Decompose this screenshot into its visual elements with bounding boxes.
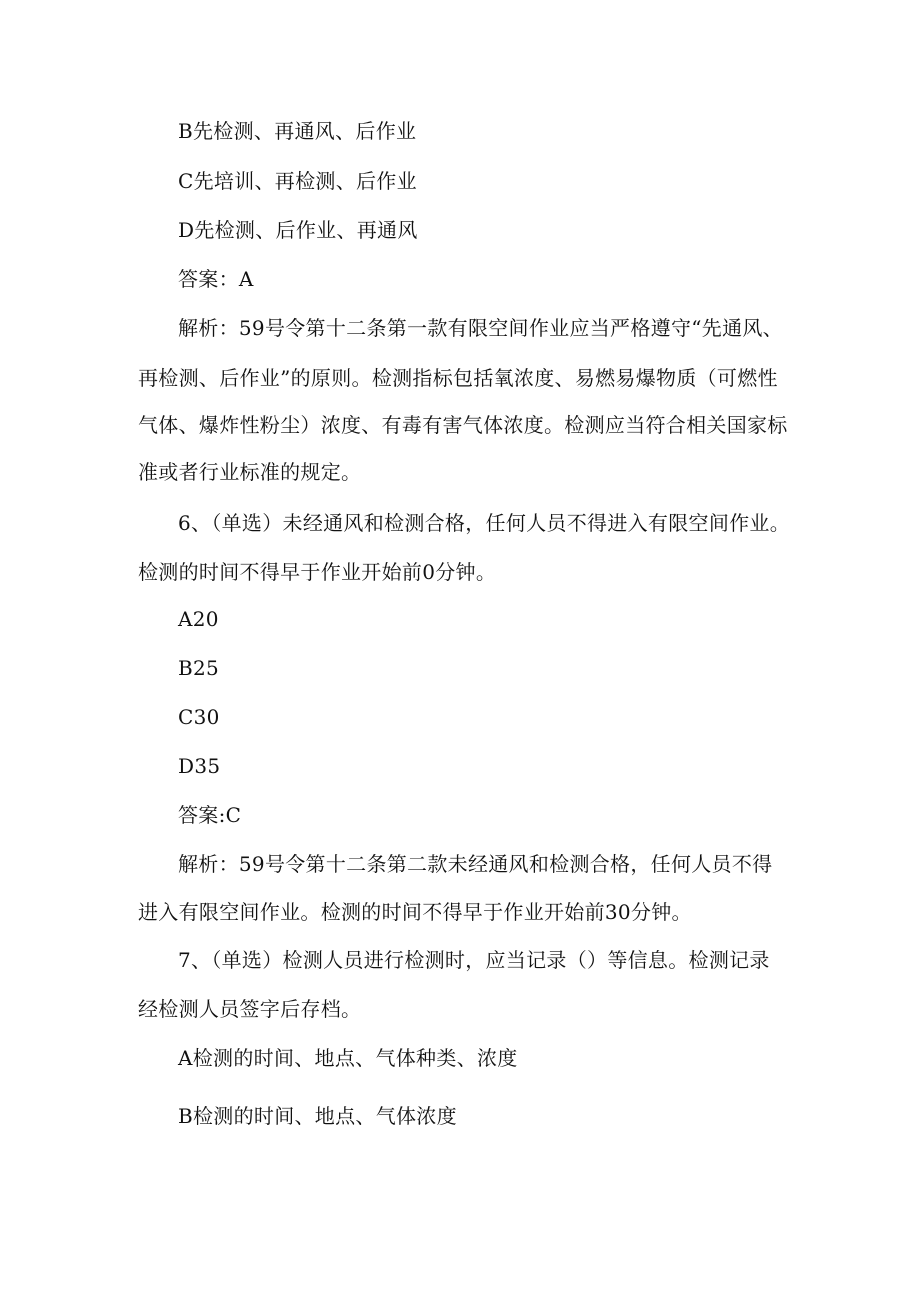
analysis-line: 解析：59号令第十二条第一款有限空间作业应当严格遵守“先通风、 bbox=[178, 316, 783, 340]
option-a: A20 bbox=[178, 607, 219, 631]
option-a: A检测的时间、地点、气体种类、浓度 bbox=[178, 1046, 518, 1070]
option-c: C30 bbox=[178, 705, 220, 729]
option-b: B检测的时间、地点、气体浓度 bbox=[178, 1104, 457, 1128]
question-7-text: 经检测人员签字后存档。 bbox=[138, 997, 362, 1021]
question-6-text: 6、（单选）未经通风和检测合格，任何人员不得进入有限空间作业。 bbox=[178, 511, 791, 535]
question-6-text: 检测的时间不得早于作业开始前0分钟。 bbox=[138, 560, 497, 584]
analysis-line: 准或者行业标准的规定。 bbox=[138, 460, 362, 484]
analysis-line: 再检测、后作业”的原则。检测指标包括氧浓度、易燃易爆物质（可燃性 bbox=[138, 366, 778, 390]
question-7-text: 7、（单选）检测人员进行检测时，应当记录（）等信息。检测记录 bbox=[178, 948, 770, 972]
analysis-line: 进入有限空间作业。检测的时间不得早于作业开始前30分钟。 bbox=[138, 900, 692, 924]
analysis-line: 解析：59号令第十二条第二款未经通风和检测合格，任何人员不得 bbox=[178, 852, 773, 876]
option-d: D先检测、后作业、再通风 bbox=[178, 218, 418, 242]
answer: 答案:C bbox=[178, 803, 242, 827]
option-d: D35 bbox=[178, 754, 221, 778]
option-c: C先培训、再检测、后作业 bbox=[178, 169, 417, 193]
option-b: B先检测、再通风、后作业 bbox=[178, 119, 417, 143]
option-b: B25 bbox=[178, 656, 220, 680]
analysis-line: 气体、爆炸性粉尘）浓度、有毒有害气体浓度。检测应当符合相关国家标 bbox=[138, 413, 788, 437]
answer: 答案：A bbox=[178, 267, 254, 291]
